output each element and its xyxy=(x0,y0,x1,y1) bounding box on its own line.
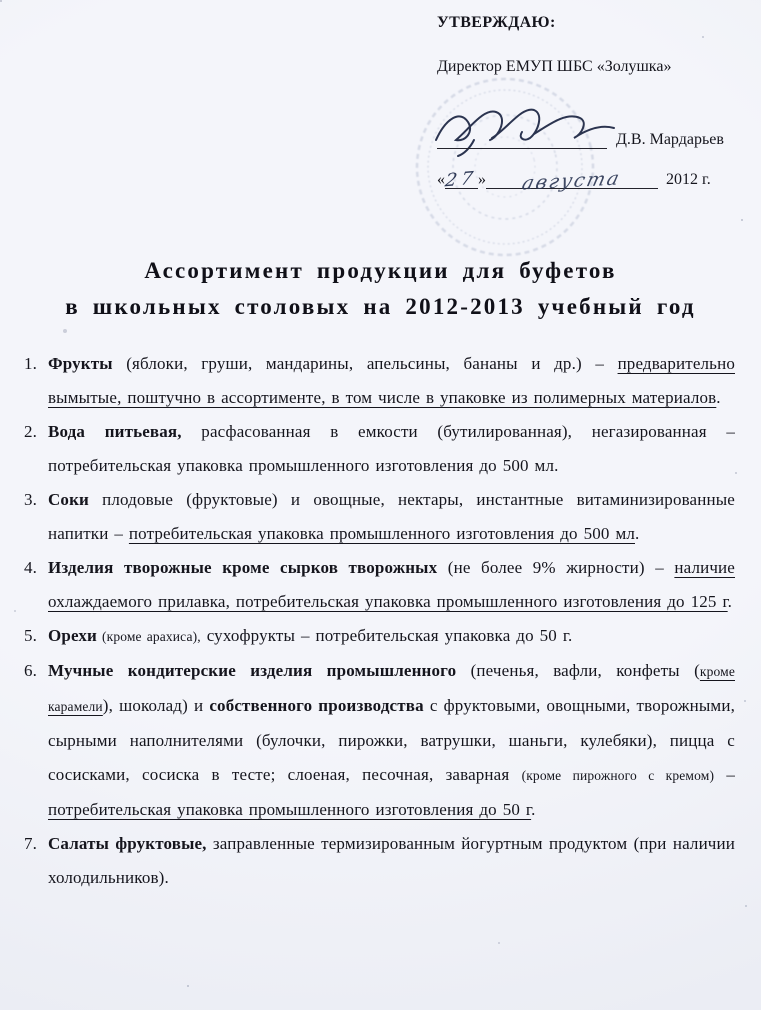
signatory-name: Д.В. Мардарьев xyxy=(616,131,724,148)
list-item xyxy=(24,551,735,619)
item-number: 1. xyxy=(24,354,38,373)
list-item xyxy=(24,654,735,827)
text-segment: ), шоколад) и xyxy=(102,696,210,715)
text-segment: потребительская упаковка промышленного изготовления до 500 мл xyxy=(128,524,635,543)
assortment-list xyxy=(24,347,735,895)
scan-noise xyxy=(0,0,2,2)
handwritten-day: 27 xyxy=(443,167,479,192)
text-segment: . xyxy=(635,524,640,543)
item-number: 6. xyxy=(24,661,38,680)
quote-open: « xyxy=(437,171,445,188)
item-number: 5. xyxy=(24,626,38,645)
text-segment: . xyxy=(531,800,536,819)
text-segment: Фрукты xyxy=(48,354,113,373)
list-item xyxy=(24,827,735,895)
signature-line xyxy=(437,126,724,149)
text-segment: наличие охлаждаемого прилавка, потребительская упаковка промышленного изготовления до 125 г xyxy=(48,558,735,611)
text-segment: (кроме пирожного с кремом) xyxy=(521,768,715,783)
title-line-1: Ассортимент продукции для буфетов xyxy=(144,258,617,283)
text-segment: с фруктовыми, овощными, творожными, сырными наполнителями (булочки, пирожки, ватрушки, шаньги, кулебяки), пицца с сосисками, сосиска в тесте; слоеная, песочная, заварная xyxy=(48,696,735,784)
text-segment: кроме карамели xyxy=(48,664,735,714)
text-segment: сухофрукты – потребительская упаковка до 50 г. xyxy=(200,626,573,645)
list-item xyxy=(24,347,735,415)
text-segment: . xyxy=(716,388,721,407)
text-segment: (яблоки, груши, мандарины, апельсины, бананы и др.) – xyxy=(112,354,618,373)
approval-director-line: Директор ЕМУП ШБС «Золушка» xyxy=(437,58,672,75)
text-segment: (печенья, вафли, конфеты ( xyxy=(456,661,700,680)
text-segment: заправленные термизированным йогуртным продуктом (при наличии холодильников). xyxy=(48,834,736,887)
quote-close: » xyxy=(478,171,486,188)
approval-block xyxy=(437,14,757,75)
text-segment: потребительская упаковка промышленного изготовления до 50 г xyxy=(48,800,532,819)
item-number: 4. xyxy=(24,558,38,577)
list-item xyxy=(24,415,735,483)
signature-blank xyxy=(437,126,607,149)
date-month-blank xyxy=(486,166,658,195)
text-segment: Изделия творожные кроме сырков творожных xyxy=(48,558,438,577)
date-year: 2012 г. xyxy=(666,171,711,188)
text-segment: – xyxy=(714,765,735,784)
item-number: 2. xyxy=(24,422,38,441)
list-item xyxy=(24,619,735,654)
text-segment: Мучные кондитерские изделия промышленного xyxy=(48,661,457,680)
text-segment: Соки xyxy=(48,490,89,509)
handwritten-month: августа xyxy=(519,167,623,195)
text-segment: расфасованная в емкости (бутилированная), негазированная – потребительская упаковка промышленного изготовления до 500 мл. xyxy=(48,422,735,475)
date-line xyxy=(437,166,711,195)
approval-heading: УТВЕРЖДАЮ: xyxy=(437,14,556,31)
text-segment: Орехи xyxy=(48,626,97,645)
date-day-blank xyxy=(443,166,479,192)
document-title xyxy=(0,253,761,325)
title-line-2: в школьных столовых на 2012-2013 учебный год xyxy=(65,294,696,319)
text-segment: Вода питьевая, xyxy=(48,422,182,441)
text-segment: . xyxy=(727,592,733,611)
text-segment: плодовые (фруктовые) и овощные, нектары, инстантные витаминизированные напитки – xyxy=(48,490,735,543)
text-segment: предварительно вымытые, поштучно в ассортименте, в том числе в упаковке из полимерных материалов xyxy=(48,354,735,407)
text-segment: (не более 9% жирности) – xyxy=(437,558,675,577)
text-segment: Салаты фруктовые, xyxy=(48,834,207,853)
text-segment: собственного производства xyxy=(209,696,424,715)
list-item xyxy=(24,483,735,551)
item-number: 3. xyxy=(24,490,38,509)
text-segment: (кроме арахиса), xyxy=(96,629,201,644)
item-number: 7. xyxy=(24,834,38,853)
